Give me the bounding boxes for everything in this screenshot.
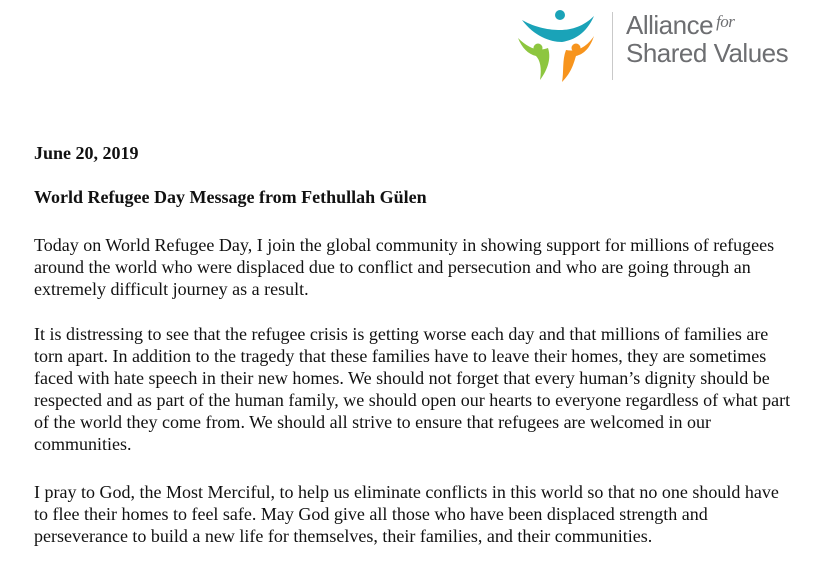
document-title: World Refugee Day Message from Fethullah Gülen xyxy=(34,187,427,207)
logo-name-for: for xyxy=(716,12,735,31)
logo-divider xyxy=(612,12,613,80)
paragraph-3: I pray to God, the Most Merciful, to help us eliminate conflicts in this world so that no one should have to flee their homes to feel safe. May God give all those who have been displaced strength and perseverance to build a new life for themselves, their families, and their communities. xyxy=(34,482,779,546)
logo-name-line2: Shared Values xyxy=(626,38,789,68)
document-date: June 20, 2019 xyxy=(34,143,139,163)
people-emblem-icon xyxy=(516,8,596,84)
logo-wordmark xyxy=(626,12,788,66)
organization-logo xyxy=(516,8,806,84)
paragraph-1: Today on World Refugee Day, I join the global community in showing support for millions of refugees around the world who were displaced due to conflict and persecution and who are going through an extremely difficult journey as a result. xyxy=(34,235,775,299)
paragraph-2: It is distressing to see that the refugee crisis is getting worse each day and that millions of families are torn apart. In addition to the tragedy that these families have to leave their homes, they are sometimes faced with hate speech in their new homes. We should not forget that every human’s dignity should be respected and as part of the human family, we should open our hearts to everyone regardless of what part of the world they come from. We should all strive to ensure that refugees are welcomed in our communities. xyxy=(34,324,791,454)
logo-name-line1: Alliance xyxy=(626,10,714,40)
